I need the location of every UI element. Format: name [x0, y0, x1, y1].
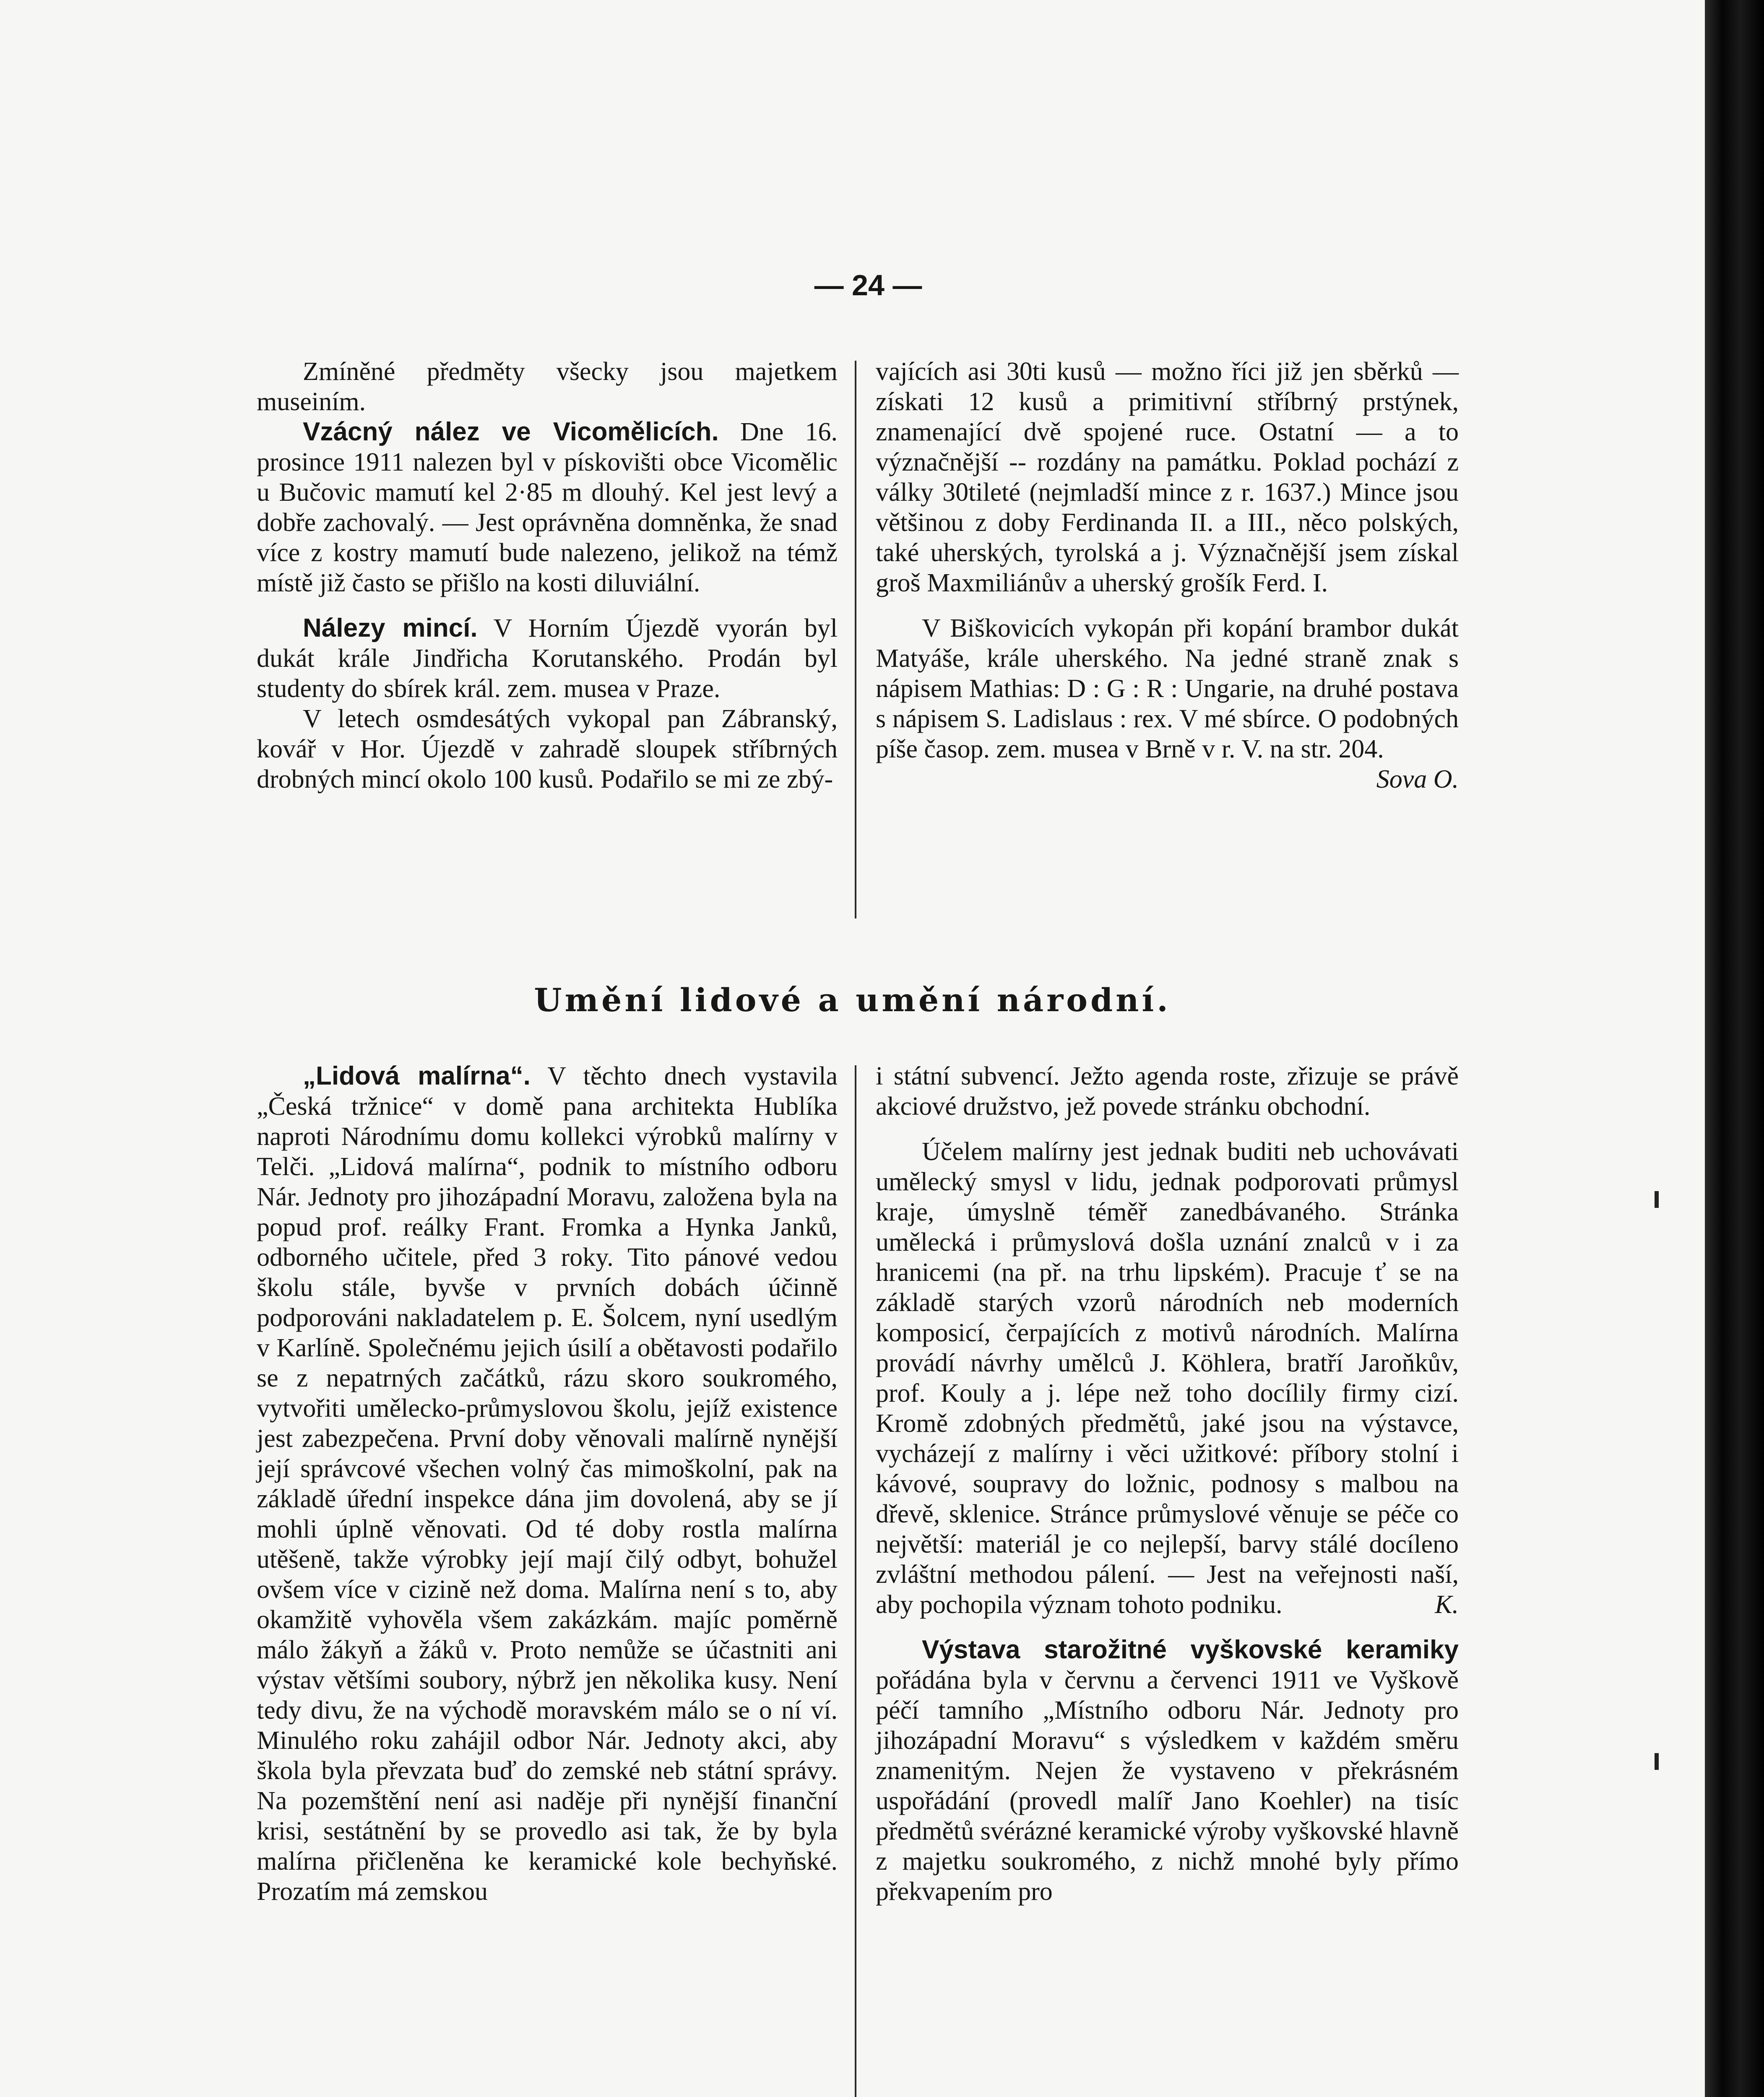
- column-divider-bottom: [855, 1065, 856, 2097]
- text-mammoth-find: Dne 16. prosince 1911 nalezen byl v pískovišti obce Vicomělic u Bučovic mamutí kel 2·85 m dlouhý. Kel jest levý a dobře zachovalý. — Jest oprávněna domněnka, že snad více z kostry mamutí bude nalezeno, jelikož na témž místě již často se přišlo na kosti diluviální.: [257, 418, 838, 597]
- column-top-left: [257, 356, 838, 794]
- heading-coin-finds: Nálezy mincí.: [303, 614, 478, 643]
- paragraph-coin-finds: [257, 613, 838, 704]
- paragraph-biskovice-ducat: [876, 613, 1459, 794]
- paragraph-collection-note: Zmíněné předměty všecky jsou majetkem museiním.: [257, 357, 838, 416]
- margin-mark: [1655, 1191, 1659, 1208]
- section-heading: Umění lidové a umění národní.: [534, 981, 1171, 1019]
- heading-vyskov-ceramics: Výstava starožitné vyškovské keramiky: [922, 1635, 1459, 1664]
- text-lidova-malirna: V těchto dnech vystavila „Česká tržnice“ v domě pana architekta Hublíka naproti Národnímu domu kollekci výrobků malírny v Telči. „Lidová malírna“, podnik to místního odboru Nár. Jednoty pro jihozápadní Moravu, založena byla na popud prof. reálky Frant. Fromka a Hynka Janků, odborného učitele, před 3 roky. Tito pánové vedou školu stále, byvše v prvních dobách účinně podporováni nakladatelem p. E. Šolcem, nyní usedlým v Karlíně. Společnému jejich úsilí a obětavosti podařilo se z nepatrných začátků, rázu skoro soukromého, vytvořiti umělecko-průmyslovou školu, jejíž existence jest zabezpečena. První doby věnovali malírně nynější její správcové všechen volný čas mimoškolní, pak na základě úřední inspekce dána jim dovolená, aby se jí mohli úplně věnovati. Od té doby rostla malírna utěšeně, takže výrobky její mají čilý odbyt, bohužel ovšem více v cizině než doma. Malírna není s to, aby okamžitě vyhověla všem zakázkám. majíc poměrně málo žákyň a žáků v. Proto nemůže se účastniti ani výstav většími soubory, nýbrž jen několika kusy. Není tedy divu, že na východě moravském málo se o ní ví. Minulého roku zahájil odbor Nár. Jednoty akci, aby škola byla převzata buď do zemské neb státní správy. Na pozemštění není asi naděje při nynější finanční krisi, sestátnění by se provedlo asi tak, že by byla malírna přičleněna ke keramické kole bechyňské. Prozatím má zemskou: [257, 1062, 838, 1906]
- margin-mark: [1655, 1753, 1659, 1770]
- heading-lidova-malirna: „Lidová malírna“.: [303, 1062, 531, 1090]
- paragraph-vyskov-ceramics: [876, 1635, 1459, 1907]
- column-bottom-left: [257, 1061, 838, 1907]
- heading-mammoth-find: Vzácný nález ve Vicomělicích.: [303, 417, 719, 446]
- paragraph-coin-hoard: vajících asi 30ti kusů — možno říci již jen sběrků — získati 12 kusů a primitivní stříbrný prstýnek, znamenající dvě spojené ruce. Ostatní — a to význačnější -- rozdány na památku. Poklad pochází z války 30tileté (nejmladší mince z r. 1637.) Mince jsou většinou z doby Ferdinanda II. a III., něco polských, také uherských, tyrolská a j. Význačnější jsem získal groš Maxmiliánův a uherský grošík Ferd. I.: [876, 357, 1459, 597]
- text-vyskov-ceramics: pořádána byla v červnu a červenci 1911 ve Vyškově péčí tamního „Místního odboru Nár. Jednoty pro jihozápadní Moravu“ s výsledkem v každém směru znamenitým. Nejen že vystaveno v překrásném uspořádání (provedl malíř Jano Koehler) na tisíc předmětů svérázné keramické výroby vyškovské hlavně z majetku soukromého, z nichž mnohé byly přímo překvapením pro: [876, 1666, 1459, 1906]
- scan-edge-shadow: [1705, 0, 1764, 2097]
- column-bottom-right: [876, 1061, 1459, 1907]
- text-biskovice-ducat: V Biškovicích vykopán při kopání brambor dukát Matyáše, krále uherského. Na jedné straně znak s nápisem Mathias: D : G : R : Ungarie, na druhé postava s nápisem S. Ladislaus : rex. V mé sbírce. O podobných píše časop. zem. musea v Brně v r. V. na str. 204.: [876, 614, 1459, 763]
- author-signature-sova: Sova O.: [1376, 765, 1459, 794]
- author-signature-k: K.: [1435, 1590, 1459, 1619]
- paragraph-mammoth-find: [257, 417, 838, 598]
- paragraph-malirna-purpose: [876, 1137, 1459, 1620]
- text-malirna-purpose: Účelem malírny jest jednak buditi neb uchovávati umělecký smysl v lidu, jednak podporovati průmysl kraje, úmyslně téměř zanedbávaného. Stránka umělecká i průmyslová došla uznání znalců v i za hranicemi (na př. na trhu lipském). Pracuje ť se na základě starých vzorů národních neb moderních komposicí, čerpajících z motivů národních. Malírna provádí návrhy umělců J. Köhlera, bratří Jaroňkův, prof. Kouly a j. lépe než toho docílily firmy cizí. Kromě zdobných předmětů, jaké jsou na výstavce, vycházejí z malírny i věci užitkové: příbory stolní i kávové, soupravy do ložnic, podnosy s malbou na dřevě, sklenice. Stránce průmyslové věnuje se péče co největší: materiál je co nejlepší, barvy stálé docíleno zvláštní methodou pálení. — Jest na veřejnosti naší, aby pochopila význam tohoto podniku.: [876, 1137, 1459, 1619]
- column-top-right: [876, 356, 1459, 794]
- text-coin-finds: V Horním Újezdě vyorán byl dukát krále Jindřicha Korutanského. Prodán byl studenty do sbírek král. zem. musea v Praze.: [257, 614, 838, 703]
- page-number: — 24 —: [814, 269, 922, 302]
- paragraph-lidova-malirna: [257, 1061, 838, 1907]
- column-divider-top: [855, 361, 856, 918]
- paragraph-subvention: i státní subvencí. Ježto agenda roste, zřizuje se právě akciové družstvo, jež povede stránku obchodní.: [876, 1062, 1459, 1121]
- paragraph-zabransky-coins: V letech osmdesátých vykopal pan Zábranský, kovář v Hor. Újezdě v zahradě sloupek stříbrných drobných mincí okolo 100 kusů. Podařilo se mi ze zbý-: [257, 705, 838, 794]
